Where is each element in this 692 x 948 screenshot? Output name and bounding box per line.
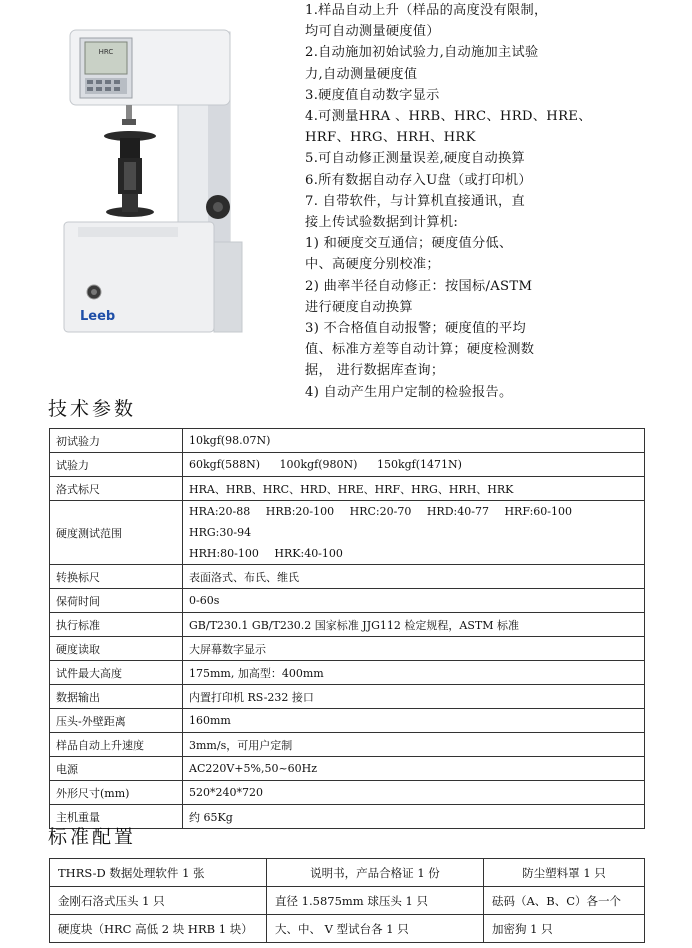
range-value: HRK:40-100 bbox=[274, 547, 343, 560]
spec-label: 主机重量 bbox=[50, 805, 183, 829]
feature-line: 力,自动测量硬度值 bbox=[305, 66, 418, 82]
spec-value: AC220V+5%,50~60Hz bbox=[183, 757, 645, 781]
config-item: 说明书，产品合格证 1 份 bbox=[267, 859, 484, 887]
feature-line: 4.可测量HRA 、HRB、HRC、HRD、HRE、 bbox=[305, 109, 592, 125]
spec-label: 样品自动上升速度 bbox=[50, 733, 183, 757]
spec-label: 电源 bbox=[50, 757, 183, 781]
feature-line: 1) 和硬度交互通信；硬度值分低、 bbox=[305, 236, 513, 252]
table-row bbox=[50, 733, 645, 757]
test-force-value: 60kgf(588N) bbox=[189, 458, 260, 471]
spec-value: 内置打印机 RS-232 接口 bbox=[183, 685, 645, 709]
table-row bbox=[50, 685, 645, 709]
spec-label: 试验力 bbox=[50, 453, 183, 477]
spec-label: 转换标尺 bbox=[50, 565, 183, 589]
feature-line: 5.可自动修正测量误差,硬度自动换算 bbox=[305, 151, 525, 167]
spec-label: 硬度测试范围 bbox=[50, 501, 183, 565]
feature-line: 4) 自动产生用户定制的检验报告。 bbox=[305, 384, 513, 400]
spec-value: 175mm, 加高型：400mm bbox=[183, 661, 645, 685]
test-force-value: 100kgf(980N) bbox=[279, 458, 358, 471]
spec-value: 表面洛式、布氏、维氏 bbox=[183, 565, 645, 589]
feature-line: HRF、HRG、HRH、HRK bbox=[305, 130, 476, 146]
feature-line: 接上传试验数据到计算机: bbox=[305, 215, 459, 231]
spec-value: 大屏幕数字显示 bbox=[183, 637, 645, 661]
feature-line: 1.样品自动上升（样品的高度没有限制， bbox=[305, 3, 548, 18]
config-section-title: 标准配置 bbox=[48, 826, 137, 848]
range-value: HRD:40-77 bbox=[426, 505, 489, 518]
range-value: HRA:20-88 bbox=[189, 505, 251, 518]
spec-value: 0-60s bbox=[183, 589, 645, 613]
range-value: HRB:20-100 bbox=[265, 505, 335, 518]
spec-label: 保荷时间 bbox=[50, 589, 183, 613]
config-item: 硬度块（HRC 高低 2 块 HRB 1 块） bbox=[50, 915, 267, 943]
table-row bbox=[50, 915, 645, 943]
table-row bbox=[50, 887, 645, 915]
spec-label: 洛式标尺 bbox=[50, 477, 183, 501]
spec-label: 数据输出 bbox=[50, 685, 183, 709]
feature-line: 中、高硬度分别校准； bbox=[305, 257, 440, 273]
table-row bbox=[50, 613, 645, 637]
spec-label: 初试验力 bbox=[50, 429, 183, 453]
table-row bbox=[50, 805, 645, 829]
feature-line: 值、标准方差等自动计算；硬度检测数 bbox=[305, 342, 535, 358]
table-row bbox=[50, 589, 645, 613]
spec-section-title: 技术参数 bbox=[48, 398, 137, 420]
feature-line: 据， 进行数据库查询； bbox=[305, 363, 445, 379]
table-row bbox=[50, 453, 645, 477]
config-item: 加密狗 1 只 bbox=[484, 915, 645, 943]
feature-line: 6.所有数据自动存入U盘（或打印机） bbox=[305, 172, 532, 188]
spec-value bbox=[183, 453, 645, 477]
spec-value: 约 65Kg bbox=[183, 805, 645, 829]
config-item: 大、中、 V 型试台各 1 只 bbox=[267, 915, 484, 943]
table-row bbox=[50, 637, 645, 661]
feature-line: 7. 自带软件，与计算机直接通讯，直 bbox=[305, 193, 525, 209]
display-screen-text: HRC bbox=[98, 48, 114, 56]
config-table bbox=[49, 858, 645, 943]
spec-label: 外形尺寸(mm) bbox=[50, 781, 183, 805]
table-row bbox=[50, 781, 645, 805]
range-value: HRF:60-100 bbox=[504, 505, 572, 518]
spec-label: 执行标准 bbox=[50, 613, 183, 637]
spec-value: HRA、HRB、HRC、HRD、HRE、HRF、HRG、HRH、HRK bbox=[183, 477, 645, 501]
spec-value bbox=[183, 501, 645, 565]
config-item: 防尘塑料罩 1 只 bbox=[484, 859, 645, 887]
config-item: 直径 1.5875mm 球压头 1 只 bbox=[267, 887, 484, 915]
feature-line: 进行硬度自动换算 bbox=[305, 299, 413, 315]
feature-line: 2.自动施加初始试验力,自动施加主试验 bbox=[305, 45, 539, 61]
product-image bbox=[58, 22, 248, 342]
test-force-value: 150kgf(1471N) bbox=[376, 458, 462, 471]
spec-label: 硬度读取 bbox=[50, 637, 183, 661]
table-row bbox=[50, 757, 645, 781]
table-row bbox=[50, 661, 645, 685]
table-row bbox=[50, 565, 645, 589]
brand-logo-text: Leeb bbox=[80, 309, 116, 324]
table-row bbox=[50, 477, 645, 501]
config-item: THRS-D 数据处理软件 1 张 bbox=[50, 859, 267, 887]
feature-line: 3) 不合格值自动报警；硬度值的平均 bbox=[305, 321, 526, 337]
range-value: HRC:20-70 bbox=[349, 505, 412, 518]
spec-label: 试件最大高度 bbox=[50, 661, 183, 685]
feature-line: 均可自动测量硬度值） bbox=[305, 24, 440, 40]
spec-value: 10kgf(98.07N) bbox=[183, 429, 645, 453]
table-row bbox=[50, 859, 645, 887]
spec-value: GB/T230.1 GB/T230.2 国家标准 JJG112 检定规程，ASTM 标准 bbox=[183, 613, 645, 637]
table-row bbox=[50, 709, 645, 733]
config-item: 金刚石洛式压头 1 只 bbox=[50, 887, 267, 915]
spec-label: 压头-外壁距离 bbox=[50, 709, 183, 733]
table-row bbox=[50, 501, 645, 565]
range-value: HRG:30-94 bbox=[189, 526, 252, 539]
feature-line: 3.硬度值自动数字显示 bbox=[305, 87, 440, 103]
config-item: 砝码（A、B、C）各一个 bbox=[484, 887, 645, 915]
spec-table bbox=[49, 428, 645, 829]
table-row bbox=[50, 429, 645, 453]
feature-list bbox=[305, 0, 685, 403]
spec-value: 160mm bbox=[183, 709, 645, 733]
spec-value: 3mm/s，可用户定制 bbox=[183, 733, 645, 757]
feature-line: 2) 曲率半径自动修正：按国标/ASTM bbox=[305, 278, 533, 294]
spec-value: 520*240*720 bbox=[183, 781, 645, 805]
range-value: HRH:80-100 bbox=[189, 547, 259, 560]
